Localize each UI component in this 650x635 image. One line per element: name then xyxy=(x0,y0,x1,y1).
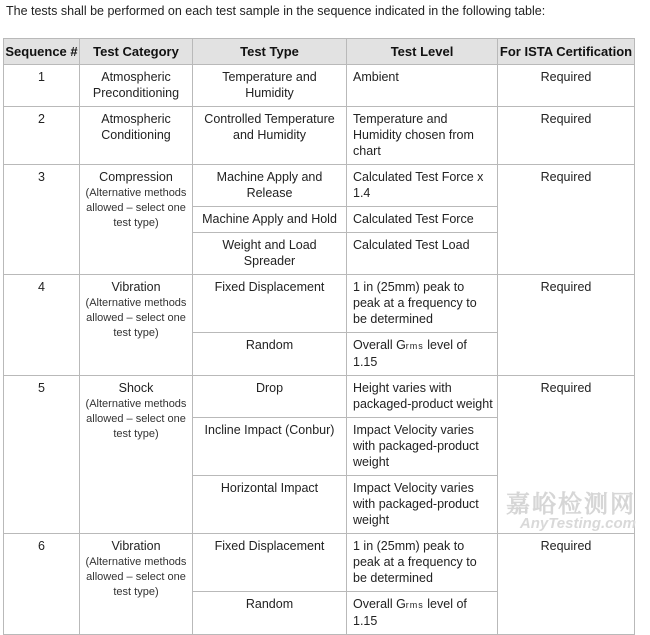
seq-cell: 6 xyxy=(4,534,80,635)
category-cell xyxy=(80,165,193,275)
grms-subscript: rms xyxy=(405,600,424,610)
level-cell: Impact Velocity varies with packaged-product weight xyxy=(347,418,498,476)
grms-suffix: level of 1.15 xyxy=(353,338,467,369)
intro-text: The tests shall be performed on each test sample in the sequence indicated in the following table: xyxy=(6,4,546,18)
cert-cell: Required xyxy=(498,165,635,275)
table-row xyxy=(4,165,635,207)
type-cell: Fixed Displacement xyxy=(193,534,347,592)
category-note: (Alternative methods allowed – select one test type) xyxy=(85,398,187,440)
category-note: (Alternative methods allowed – select one test type) xyxy=(85,297,187,339)
category-note: (Alternative methods allowed – select one test type) xyxy=(85,187,187,229)
category-cell: Atmospheric Preconditioning xyxy=(80,65,193,107)
category-cell xyxy=(80,376,193,534)
header-row xyxy=(4,39,635,65)
type-cell: Horizontal Impact xyxy=(193,476,347,534)
header-category: Test Category xyxy=(80,39,193,65)
watermark-cn: 嘉峪检测网 xyxy=(506,491,636,518)
cert-cell: Required xyxy=(498,534,635,635)
watermark-en: AnyTesting.com xyxy=(519,515,636,532)
grms-suffix: level of 1.15 xyxy=(353,597,467,628)
type-cell: Fixed Displacement xyxy=(193,275,347,333)
level-cell: 1 in (25mm) peak to peak at a frequency to be determined xyxy=(347,275,498,333)
category-label: Shock xyxy=(118,381,154,395)
grms-subscript: rms xyxy=(405,341,424,351)
level-cell: Calculated Test Force x 1.4 xyxy=(347,165,498,207)
seq-cell: 5 xyxy=(4,376,80,534)
header-cert: For ISTA Certification xyxy=(498,39,635,65)
category-note: (Alternative methods allowed – select one test type) xyxy=(85,556,187,598)
header-type: Test Type xyxy=(193,39,347,65)
level-cell: Height varies with packaged-product weight xyxy=(347,376,498,418)
type-cell: Controlled Temperature and Humidity xyxy=(193,107,347,165)
grms-prefix: Overall G xyxy=(353,597,406,611)
seq-cell: 3 xyxy=(4,165,80,275)
category-cell xyxy=(80,275,193,376)
level-cell: Calculated Test Force xyxy=(347,207,498,233)
table-row xyxy=(4,107,635,165)
category-label: Vibration xyxy=(111,539,161,553)
level-cell: Impact Velocity varies with packaged-product weight xyxy=(347,476,498,534)
type-cell: Machine Apply and Release xyxy=(193,165,347,207)
type-cell: Incline Impact (Conbur) xyxy=(193,418,347,476)
cert-cell: Required xyxy=(498,65,635,107)
category-label: Vibration xyxy=(111,280,161,294)
cert-cell: Required xyxy=(498,275,635,376)
cert-cell: Required xyxy=(498,376,635,534)
table-row xyxy=(4,65,635,107)
category-cell: Atmospheric Conditioning xyxy=(80,107,193,165)
category-cell xyxy=(80,534,193,635)
level-cell xyxy=(347,333,498,376)
table-row xyxy=(4,534,635,592)
header-level: Test Level xyxy=(347,39,498,65)
table-row xyxy=(4,275,635,333)
level-cell: Calculated Test Load xyxy=(347,233,498,275)
grms-prefix: Overall G xyxy=(353,338,406,352)
type-cell: Temperature and Humidity xyxy=(193,65,347,107)
test-sequence-table xyxy=(3,38,635,635)
table-row xyxy=(4,376,635,418)
type-cell: Machine Apply and Hold xyxy=(193,207,347,233)
cert-cell: Required xyxy=(498,107,635,165)
seq-cell: 2 xyxy=(4,107,80,165)
level-cell: Ambient xyxy=(347,65,498,107)
seq-cell: 4 xyxy=(4,275,80,376)
type-cell: Drop xyxy=(193,376,347,418)
header-sequence: Sequence # xyxy=(4,39,80,65)
type-cell: Weight and Load Spreader xyxy=(193,233,347,275)
level-cell: 1 in (25mm) peak to peak at a frequency to be determined xyxy=(347,534,498,592)
level-cell: Temperature and Humidity chosen from chart xyxy=(347,107,498,165)
type-cell: Random xyxy=(193,592,347,635)
category-label: Compression xyxy=(99,170,173,184)
type-cell: Random xyxy=(193,333,347,376)
level-cell xyxy=(347,592,498,635)
seq-cell: 1 xyxy=(4,65,80,107)
